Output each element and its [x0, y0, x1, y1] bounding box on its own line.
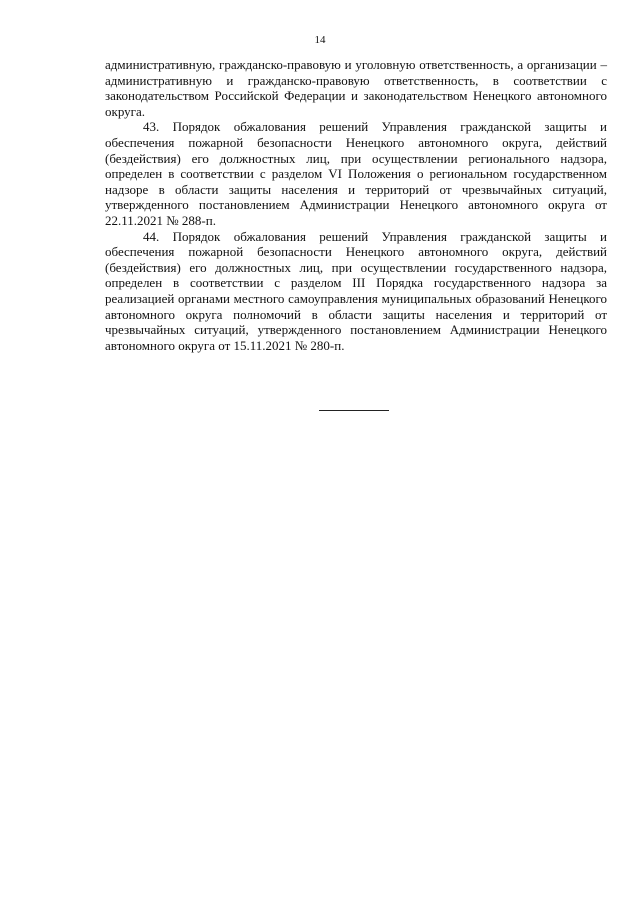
end-divider-line [319, 410, 389, 411]
paragraph-continuation: административную, гражданско-правовую и уголовную ответственность, а организации – административную и гражданско-правовую ответственность, в соответствии с законодательством Российской Федерации и законодательством Ненецкого автономного округа. [105, 57, 607, 119]
document-body [105, 57, 607, 353]
page-number: 14 [314, 34, 326, 46]
paragraph-43: 43. Порядок обжалования решений Управления гражданской защиты и обеспечения пожарной безопасности Ненецкого автономного округа, действий (бездействия) его должностных лиц, при осуществлении регионального надзора, определен в соответствии с разделом VI Положения о региональном государственном надзоре в области защиты населения и территорий от чрезвычайных ситуаций, утвержденного постановлением Администрации Ненецкого автономного округа от 22.11.2021 № 288-п. [105, 119, 607, 228]
paragraph-44: 44. Порядок обжалования решений Управления гражданской защиты и обеспечения пожарной безопасности Ненецкого автономного округа, действий (бездействия) его должностных лиц, при осуществлении государственного надзора, определен в соответствии с разделом III Порядка государственного надзора за реализацией органами местного самоуправления муниципальных образований Ненецкого автономного округа полномочий в области защиты населения и территорий от чрезвычайных ситуаций, утвержденного постановлением Администрации Ненецкого автономного округа от 15.11.2021 № 280-п. [105, 228, 607, 353]
